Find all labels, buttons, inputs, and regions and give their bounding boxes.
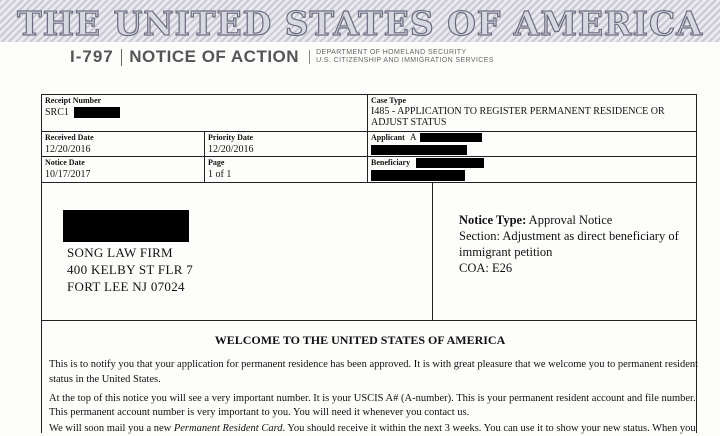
case-type-cell	[367, 94, 697, 132]
received-date-value: 12/20/2016	[45, 144, 91, 155]
vertical-divider	[432, 182, 433, 321]
welcome-heading: WELCOME TO THE UNITED STATES OF AMERICA	[214, 333, 506, 347]
section-line-2: immigrant petition	[459, 245, 553, 259]
redaction-bar	[74, 107, 120, 118]
notice-header	[70, 44, 494, 70]
receipt-number-value: SRC1	[45, 107, 69, 118]
priority-date-cell	[204, 131, 368, 157]
notice-type-line	[459, 213, 612, 228]
paragraph-approval-line-2: status in the United States.	[49, 374, 161, 385]
page-label: Page	[208, 158, 225, 167]
case-type-line-2: ADJUST STATUS	[371, 117, 447, 128]
receipt-number-label: Receipt Number	[45, 96, 102, 105]
paragraph-card-start: We will soon mail you a new	[49, 423, 174, 434]
header-divider	[121, 49, 123, 66]
seal-banner	[0, 0, 720, 42]
receipt-number-cell	[41, 94, 368, 132]
section-line-1: Section: Adjustment as direct beneficiary of	[459, 229, 679, 243]
beneficiary-cell	[367, 156, 697, 183]
department-block	[316, 49, 494, 65]
notice-date-value: 10/17/2017	[45, 169, 91, 180]
priority-date-label: Priority Date	[208, 133, 254, 142]
redaction-bar	[63, 210, 189, 242]
form-number: I-797	[70, 47, 114, 66]
paragraph-anumber-line-1: At the top of this notice you will see a very important number. It is your USCIS A# (A-number). This is your permanent resident account and file number.	[49, 393, 696, 404]
notice-date-label: Notice Date	[45, 158, 85, 167]
form-title: NOTICE OF ACTION	[129, 47, 300, 66]
applicant-label: Applicant	[371, 133, 405, 142]
header-divider-small	[309, 50, 310, 64]
page-value: 1 of 1	[208, 169, 232, 180]
redaction-bar	[371, 145, 467, 155]
paragraph-card-emphasis: Permanent Resident Card	[173, 423, 283, 434]
paragraph-anumber-line-2: This permanent account number is very important to you. You will need it whenever you contact us.	[49, 407, 470, 418]
applicant-cell	[367, 131, 697, 157]
redaction-bar	[416, 158, 484, 168]
paragraph-approval-line-1: This is to notify you that your application for permanent residence has been approved. It is with great pleasure that we welcome you to permanent resident	[49, 359, 699, 370]
paragraph-card	[49, 421, 709, 436]
applicant-value: A	[410, 132, 417, 142]
address-line-2: 400 KELBY ST FLR 7	[67, 262, 194, 277]
redaction-bar	[371, 170, 465, 181]
banner-title: THE UNITED STATES OF AMERICA	[17, 4, 703, 43]
received-date-cell	[41, 131, 205, 157]
priority-date-value: 12/20/2016	[208, 144, 254, 155]
address-line-1: SONG LAW FIRM	[67, 245, 173, 260]
department-line-2: U.S. CITIZENSHIP AND IMMIGRATION SERVICES	[316, 57, 494, 64]
paragraph-card-end: . You should receive it within the next 3 weeks. You can use it to show your new status. When you	[282, 423, 696, 434]
notice-type-label: Notice Type:	[459, 213, 527, 227]
redaction-bar	[420, 133, 482, 142]
case-type-line-1: I485 - APPLICATION TO REGISTER PERMANENT RESIDENCE OR	[371, 106, 665, 117]
coa-code: COA: E26	[459, 261, 513, 275]
department-line-1: DEPARTMENT OF HOMELAND SECURITY	[316, 49, 467, 56]
case-type-label: Case Type	[371, 96, 407, 105]
notice-type-value: Approval Notice	[528, 213, 613, 227]
address-line-3: FORT LEE NJ 07024	[67, 279, 185, 294]
received-date-label: Received Date	[45, 133, 94, 142]
page-cell	[204, 156, 368, 183]
notice-date-cell	[41, 156, 205, 183]
beneficiary-label: Beneficiary	[371, 158, 411, 167]
